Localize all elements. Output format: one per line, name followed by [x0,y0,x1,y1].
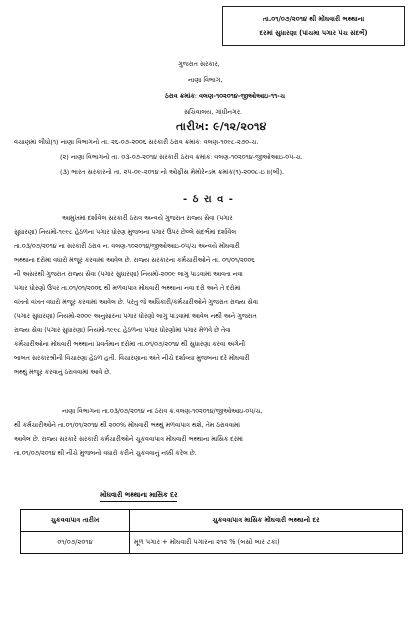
para1-line: વખતો વખત વધારો મંજૂર કરવામાં આવેલ છે. પરંતુ જે અધિકારી/કર્મચારીઓને ગુજરાત રાજ્ય સેવા [14,299,259,306]
para2-line: થી કર્મચારીઓને તા.૦૧/૦૧/૨૦૧૪ થી ૨૦૦% મોંઘવારી ભથ્થું મળવાપાત્ર થશે, તેમ ઠરાવવામાં [14,422,241,429]
table-header-row [21,510,403,532]
header-rate: ચુકવવાપાત્ર માસિક મોંઘવારી ભથ્થાનો દર [130,510,403,532]
para2-line: નાણા વિભાગના તા.૦૩/૦૭/૨૦૧૪ ના ઠરાવ ક્ર.વલણ-૧૦૨૦૧૪/જીઓઆઇ-૦૫/ચ, [62,408,263,415]
resolution-number: ઠરાવ ક્રમાંકઃ વલણ-૧૦૨૦૧૪-જીઓઆઇ-૧૧-ચ [165,92,285,100]
para1-line: પગાર ધોરણો ઉપર તા.૦૧/૦૧/૨૦૦૬ થી મળવાપાત્ર મોંઘવારી ભથ્થાના નવા દરો અને તે દરોમાં [14,285,241,292]
para1-line: ભથ્થું મંજૂર કરવાનું ઠરાવવામાં આવે છે. [14,369,112,376]
reference-3: (૩) ભારત સરકારનો તા. ૨૫-૦૯-૨૦૧૪ નો ઓફીસ મેમોરેન્ડમ ક્રમાંક(૧)-૨૦૦૮-ઇ ।।(બી). [60,168,285,176]
para1-line: ની અસરથી ગુજરાત રાજ્ય સેવા (પગાર સુધારણા) નિયમો-૨૦૦૯ લાગુ પાડવામાં આવતા નવા [14,271,243,278]
paragraph-decision [14,405,410,461]
rates-heading: મોંઘવારી ભથ્થાના માસિક દર [100,491,177,502]
issuing-place: સચિવાલય, ગાંધીનગર. [184,108,243,116]
government-name: ગુજરાત સરકાર, [178,60,220,68]
table-row [21,532,403,554]
resolution-date: તારીખ: ૯/૧૨/૨૦૧૪ [176,120,267,133]
para1-line: બાબત સરકારશ્રીની વિચારણા હેઠળ હતી. વિચારણાના અંતે નીચે દર્શાવ્યા મુજબના દરે મોંઘવારી [14,355,250,362]
para1-line: તા.૦૩/૦૭/૨૦૧૪ ના સરકારી ઠરાવ ન. વલણ-૧૦૨૦૧૪/જીઓઆઇ-૦૫/ચ અન્વયે મોંઘવારી [14,243,240,250]
cell-date: ૦૧/૦૭/૨૦૧૪ [21,532,130,554]
para1-line: કર્મચારીઓના મોંઘવારી ભથ્થાના પ્રવર્તમાન દરોમાં તા.૦૧/૦૭/૨૦૧૪ થી સુધારણા કરવા અંગેની [14,341,246,348]
department-name: નાણા વિભાગ, [188,76,223,84]
paragraph-preamble [14,212,410,380]
para2-line: આવેલ છે. રાજ્ય સરકારે સરકારી કર્મચારીઓને ચૂકવવાપાત્ર મોંઘવારી ભથ્થાના માસિક દરમાં [14,436,243,443]
para1-line: સુધારણા) નિયમો-૧૯૯૮ હેઠળના પગાર ધોરણ મુજબના પગાર ઉપર છેલ્લે સંદર્ભમાં દર્શાવેલ [14,229,237,236]
rates-table [20,509,403,554]
reference-1: વંચાણમાં લીધો(૧) નાણા વિભાગનો તા. ૨૬-૦૭-૨૦૦૬ સરકારી ઠરાવ ક્રમાંકઃ વલણ-૧૦૯૮-૨૭૦-ચ. [14,138,259,146]
subject-box [222,6,405,46]
header-date: ચુકવવાપાત્ર તારીખ [21,510,130,532]
para1-line: (પગાર સુધારણા) નિયમો-૨૦૦૯ અનુસારના પગાર ધોરણો લાગુ પાડવામાં આવેલ નથી અને ગુજરાત [14,313,257,320]
subject-line-1: તા.૦૧/૦૭/૨૦૧૪ થી મોંઘવારી ભથ્થાના [262,14,365,23]
para1-line: આમુખમાં દર્શાવેલ સરકારી ઠરાવ અન્વયે ગુજરાત રાજ્ય સેવા (પગાર [62,215,233,222]
para1-line: ભથ્થાના દરોમાં વધારો મંજૂર કરવામાં આવેલ છે. રાજ્ય સરકારના કર્મચારીઓને તા. ૦૧/૦૧/૨૦૦૬ [14,257,255,264]
section-title: - ઠ રા વ - [183,194,234,205]
para2-line: તા.૦૧/૦૭/૨૦૧૪ થી નીચે મુજબનો વધારો કરીને ચુકવવાનું નક્કી કરેલ છે. [14,450,197,457]
subject-line-2: દરમાં સુધારણા (પાંચમા પગાર પંચ સંદર્ભે) [259,28,368,37]
cell-rate: મૂળ પગાર + મોંઘવારી પગારના ૨૧૨ % (બસો બાર ટકા) [130,532,403,554]
reference-2: (૨) નાણા વિભાગનો તા. ૦૩-૦૭-૨૦૧૪ સરકારી ઠરાવ ક્રમાંકઃ વલણ-૧૦૨૦૧૪-જીઓઆઇ-૦૫-ચ. [60,153,303,161]
para1-line: રાજ્ય સેવા (પગાર સુધારણા) નિયમો-૧૯૯૮ હેઠળના પગાર ધોરણોમાં પગાર મેળવે છે તેવા [14,327,231,334]
